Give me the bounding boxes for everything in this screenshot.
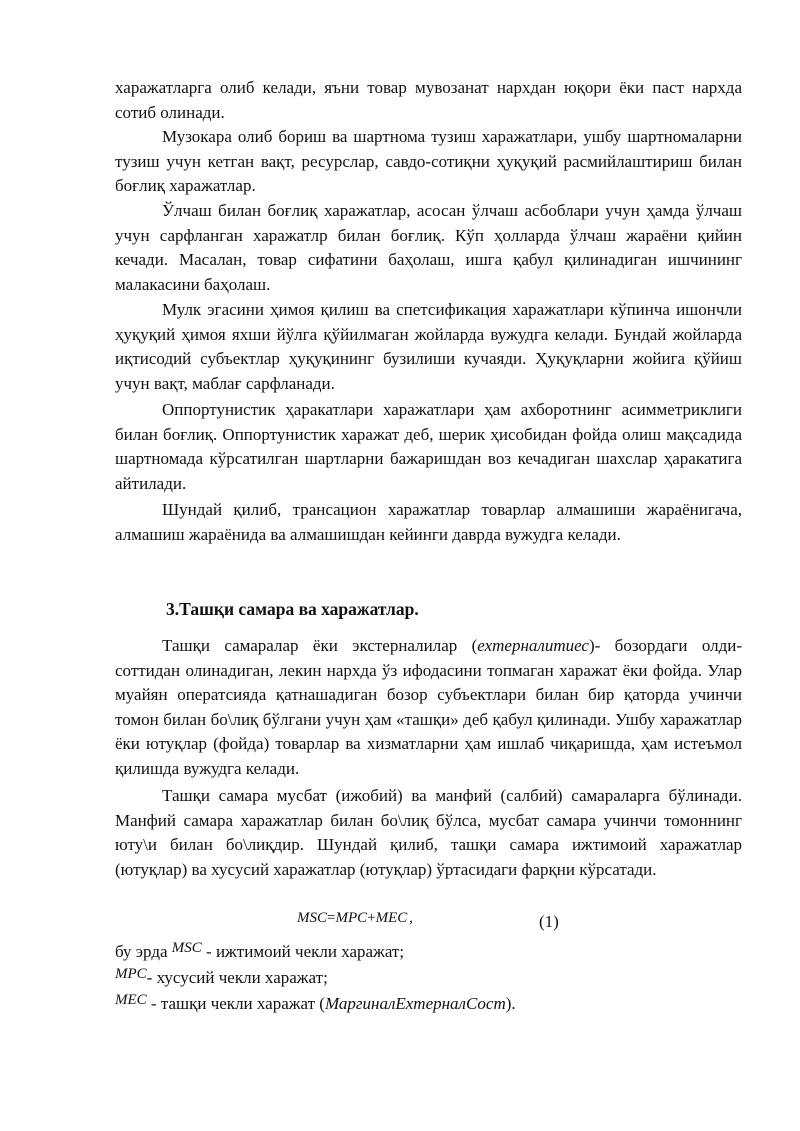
definition-mpc-symbol: MPC [115, 966, 147, 982]
paragraph-7-rest: )- бозордаги олди-соттидан олинадиган, лекин нархда ўз ифодасини топмаган харажат ёки фойда. Улар муайян оператсияда қатнашадиган бозор субъектлари билан бир қаторда учинчи томон билан бо\лиқ бўлгани учун ҳам «ташқи» деб қабул қилинади. Ушбу харажатлар ёки ютуқлар (фойда) товарлар ва хизматларни ҳам ишлаб чиқаришда, ҳам истеъмол қилишда вужудга келади. [115, 636, 743, 778]
paragraph-7-term: ехтерналитиес [477, 636, 589, 655]
paragraph-1: харажатларга олиб келади, яъни товар мувозанат нархдан юқори ёки паст нархда сотиб олинади. [115, 78, 742, 122]
definition-msc [115, 940, 404, 965]
paragraph-7 [115, 634, 742, 781]
paragraph-8: Ташқи самара мусбат (ижобий) ва манфий (салбий) самараларга бўлинади. Манфий самара харажатлар билан бо\лиқ бўлса, мусбат самара учинчи томоннинг юту\и билан бо\лиқдир. Шундай қилиб, ташқи самара ижтимоий харажатлар (ютуқлар) ва хусусий харажатлар (ютуқлар) ўртасидаги фарқни кўрсатади. [115, 786, 742, 879]
definition-mec-symbol: MEC [115, 992, 147, 1008]
definition-msc-prefix: бу эрда [115, 942, 172, 961]
definition-mpc [115, 966, 328, 991]
definition-msc-text: - ижтимоий чекли харажат; [201, 942, 405, 961]
definition-mec-text: - ташқи чекли харажат ( [146, 994, 325, 1013]
section-heading: 3.Ташқи самара ва харажатлар. [166, 599, 419, 619]
paragraph-4: Мулк эгасини ҳимоя қилиш ва спетсификация харажатлари кўпинча ишончли ҳуқуқий ҳимоя яхши йўлга қўйилмаган жойларда вужудга келади. Бундай жойларда иқтисодий субъектлар ҳуқуқининг бузилиши кучаяди. Ҳуқуқларни жойига қўйиш учун вақт, маблағ сарфланади. [115, 300, 742, 393]
definition-mpc-text: - хусусий чекли харажат; [146, 968, 328, 987]
paragraph-3: Ўлчаш билан боғлиқ харажатлар, асосан ўлчаш асбоблари учун ҳамда ўлчаш учун сарфланган харажатлр билан боғлиқ. Кўп ҳолларда ўлчаш жараёни қийин кечади. Масалан, товар сифатини баҳолаш, ишга қабул қилинадиган ишчининг малакасини баҳолаш. [115, 201, 742, 294]
definition-mec-term: МаргиналЕхтерналСост [324, 994, 506, 1013]
formula-comma: , [409, 910, 414, 926]
formula-equals: = [327, 910, 336, 926]
formula-term2: MEC [375, 910, 408, 926]
paragraph-6: Шундай қилиб, трансацион харажатлар товарлар алмашиши жараёнигача, алмашиш жараёнида ва алмашишдан кейинги даврда вужудга келади. [115, 500, 742, 544]
paragraph-7-start: Ташқи самаралар ёки экстерналилар ( [162, 636, 478, 655]
formula-plus: + [367, 910, 376, 926]
equation-number: (1) [539, 912, 559, 931]
formula-term1: MPC [335, 910, 368, 926]
paragraph-5: Оппортунистик ҳаракатлари харажатлари ҳам ахборотнинг асимметриклиги билан боғлиқ. Оппортунистик харажат деб, шерик ҳисобидан фойда олиш мақсадида шартномада кўрсатилган шартларни бажаришдан воз кечадиган шахслар ҳаракатига айтилади. [115, 400, 742, 493]
formula [297, 908, 413, 928]
definition-mec-end: ). [505, 994, 516, 1013]
definition-mec [115, 992, 516, 1017]
definition-msc-symbol: MSC [171, 940, 202, 956]
formula-lhs: MSC [297, 910, 327, 926]
paragraph-2: Музокара олиб бориш ва шартнома тузиш харажатлари, ушбу шартномаларни тузиш учун кетган вақт, ресурслар, савдо-сотиқни ҳуқуқий расмийлаштириш билан боғлиқ харажатлар. [115, 127, 742, 195]
